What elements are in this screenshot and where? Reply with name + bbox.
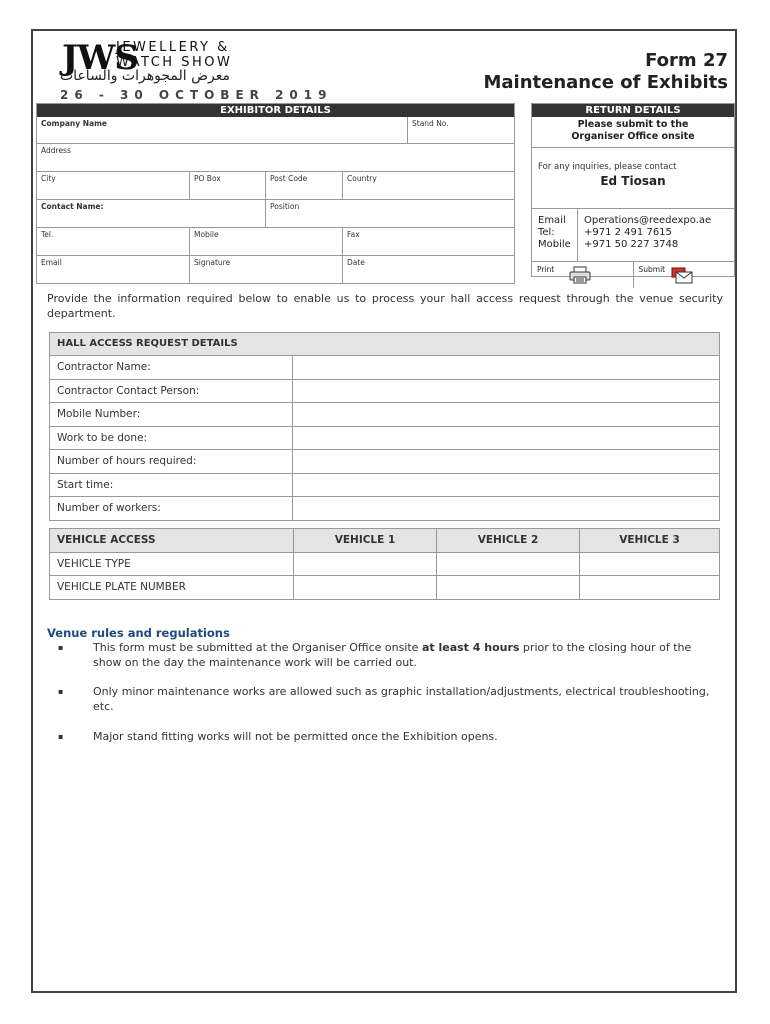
contact-name-field[interactable]: Contact Name: — [41, 202, 104, 211]
contact-person: Ed Tiosan — [532, 172, 734, 209]
vehicle-2-plate-input[interactable] — [436, 576, 579, 599]
rule-item — [58, 640, 722, 670]
city-field[interactable]: City — [41, 174, 56, 183]
email-label: Email — [538, 215, 566, 226]
tel-value: +971 2 491 7615 — [584, 227, 672, 238]
row-label: Mobile Number: — [50, 403, 293, 426]
inquiries-text: For any inquiries, please contact — [538, 162, 677, 172]
vehicle-2-header: VEHICLE 2 — [436, 529, 579, 552]
row-label: Work to be done: — [50, 427, 293, 450]
row-label: Number of hours required: — [50, 450, 293, 473]
po-box-field[interactable]: PO Box — [189, 172, 265, 199]
table-row — [50, 355, 719, 379]
form-name: Maintenance of Exhibits — [483, 72, 728, 93]
form-title — [483, 50, 728, 94]
vehicle-3-type-input[interactable] — [579, 553, 719, 576]
signature-field[interactable]: Signature — [189, 256, 342, 283]
logo-arabic: معرض المجوهرات والساعات — [60, 68, 230, 84]
work-to-be-done-input[interactable] — [293, 427, 719, 450]
vehicle-1-plate-input[interactable] — [293, 576, 436, 599]
table-row — [50, 379, 719, 403]
row-label: VEHICLE PLATE NUMBER — [57, 581, 186, 593]
email-value[interactable]: Operations@reedexpo.ae — [584, 215, 712, 226]
address-field[interactable]: Address — [41, 146, 71, 155]
submit-instructions — [532, 117, 734, 148]
hall-access-header: HALL ACCESS REQUEST DETAILS — [50, 333, 719, 355]
email-field[interactable]: Email — [41, 258, 62, 267]
tel-field[interactable]: Tel. — [41, 230, 54, 239]
mail-icon — [670, 266, 694, 286]
intro-paragraph: Provide the information required below to enable us to process your hall access request through the venue security department. — [47, 292, 723, 320]
rule-text — [93, 640, 722, 670]
bullet-icon: ▪ — [58, 732, 64, 741]
contact-info — [532, 209, 734, 262]
form-number: Form 27 — [645, 50, 728, 71]
mobile-value: +971 50 227 3748 — [584, 239, 679, 250]
table-row — [50, 552, 719, 576]
rule-1-pre: This form must be submitted at the Organiser Office onsite — [93, 641, 422, 654]
logo-name-line2: WATCH SHOW — [116, 55, 233, 70]
table-row — [50, 426, 719, 450]
bullet-icon: ▪ — [58, 643, 64, 652]
mobile-label: Mobile — [538, 239, 571, 250]
table-row — [50, 473, 719, 497]
exhibitor-details — [36, 103, 515, 284]
vehicle-2-type-input[interactable] — [436, 553, 579, 576]
fax-field[interactable]: Fax — [342, 228, 514, 255]
tel-label: Tel: — [538, 227, 555, 238]
table-row — [50, 449, 719, 473]
row-label: VEHICLE TYPE — [57, 557, 131, 570]
stand-no-field[interactable]: Stand No. — [407, 117, 514, 143]
vehicle-3-header: VEHICLE 3 — [579, 529, 719, 552]
exhibitor-header: EXHIBITOR DETAILS — [37, 104, 514, 117]
rule-item — [58, 729, 722, 744]
rule-1-bold: at least 4 hours — [421, 641, 520, 654]
hours-required-input[interactable] — [293, 450, 719, 473]
rule-1-post: prior to the closing hour of the show on the day the maintenance work will be carried out. — [93, 641, 692, 669]
rules-title: Venue rules and regulations — [47, 626, 230, 640]
return-details — [531, 103, 735, 277]
rule-item — [58, 684, 722, 714]
jws-logo-mark: JWS — [62, 38, 138, 78]
table-row — [50, 402, 719, 426]
bullet-icon: ▪ — [58, 687, 64, 696]
vehicle-3-plate-input[interactable] — [579, 576, 719, 599]
print-label: Print — [537, 265, 555, 274]
vehicle-header-row — [50, 529, 719, 552]
contractor-contact-input[interactable] — [293, 380, 719, 403]
contractor-name-input[interactable] — [293, 356, 719, 379]
mobile-field[interactable]: Mobile — [189, 228, 342, 255]
vehicle-access-table — [49, 528, 720, 600]
company-name-field[interactable]: Company Name — [41, 119, 107, 128]
rule-text: Major stand fitting works will not be permitted once the Exhibition opens. — [93, 730, 498, 743]
print-button[interactable] — [532, 262, 634, 288]
row-label: Contractor Contact Person: — [50, 380, 293, 403]
number-of-workers-input[interactable] — [293, 497, 719, 520]
mobile-number-input[interactable] — [293, 403, 719, 426]
row-label: Start time: — [50, 474, 293, 497]
printer-icon — [568, 266, 592, 286]
table-row — [50, 496, 719, 520]
show-dates: 26 - 30 OCTOBER 2019 — [60, 88, 333, 102]
date-field[interactable]: Date — [342, 256, 514, 283]
row-label: Number of workers: — [50, 497, 293, 520]
submit-label: Submit — [638, 265, 666, 274]
position-field[interactable]: Position — [265, 200, 514, 227]
row-label: Contractor Name: — [50, 356, 293, 379]
post-code-field[interactable]: Post Code — [265, 172, 342, 199]
rule-text: Only minor maintenance works are allowed such as graphic installation/adjustments, electrical troubleshooting, etc. — [93, 685, 710, 713]
jws-logo-name — [116, 40, 232, 70]
submit-line2: Organiser Office onsite — [571, 131, 695, 142]
table-row — [50, 575, 719, 599]
submit-button[interactable] — [634, 262, 735, 288]
logo-name-line1: JEWELLERY & — [116, 40, 230, 55]
start-time-input[interactable] — [293, 474, 719, 497]
country-field[interactable]: Country — [342, 172, 514, 199]
vehicle-access-header: VEHICLE ACCESS — [57, 534, 156, 546]
submit-line1: Please submit to the — [577, 119, 689, 130]
hall-access-table — [49, 332, 720, 521]
vehicle-1-header: VEHICLE 1 — [293, 529, 436, 552]
vehicle-1-type-input[interactable] — [293, 553, 436, 576]
return-header: RETURN DETAILS — [532, 104, 734, 117]
